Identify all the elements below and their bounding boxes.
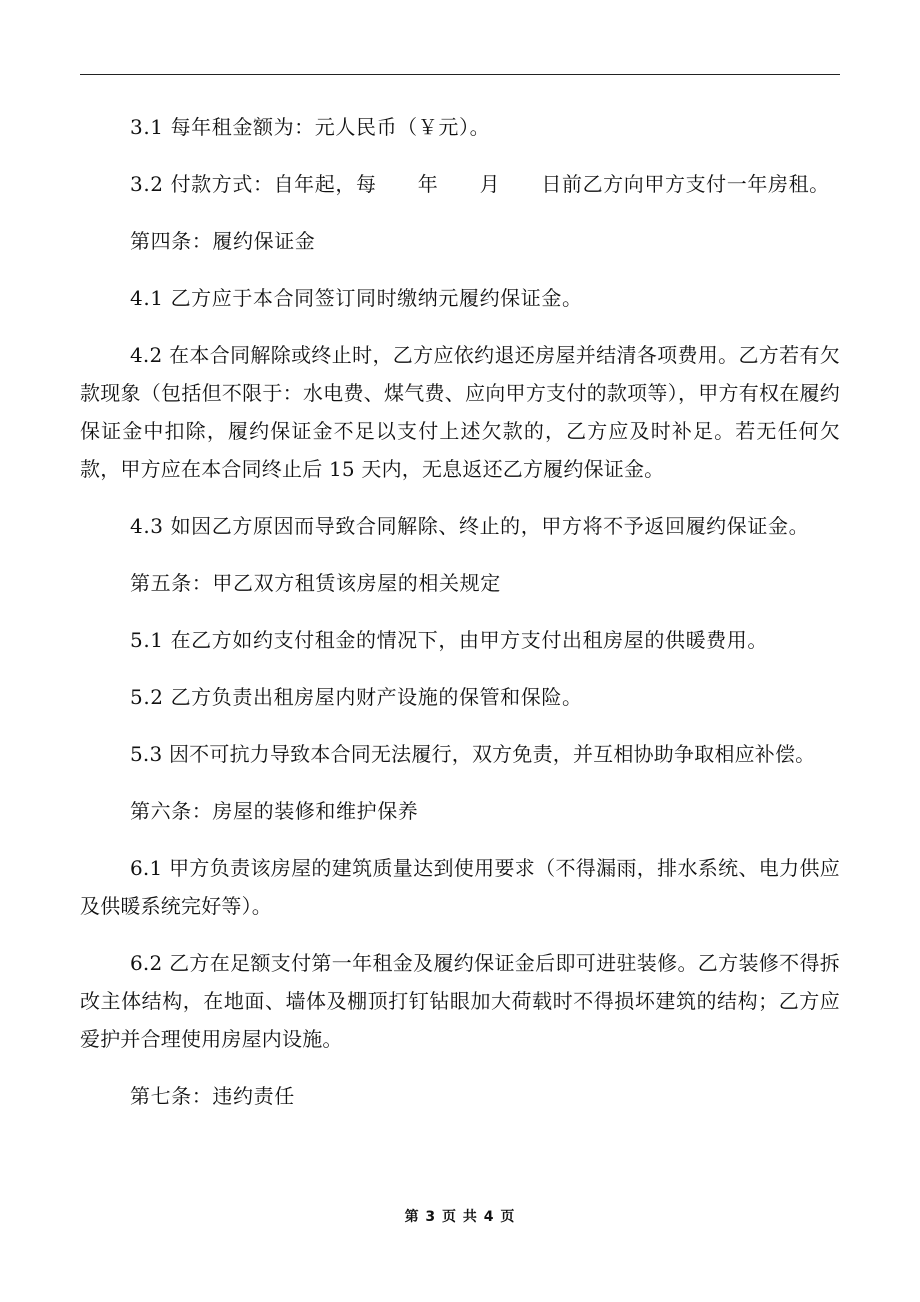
clause-3-1: 3.1 每年租金额为：元人民币（￥元）。 [130,115,491,139]
document-body [80,108,840,1134]
clause-5-3: 5.3 因不可抗力导致本合同无法履行，双方免责，并互相协助争取相应补偿。 [130,742,816,766]
clause-3-2: 3.2 付款方式：自年起，每 年 月 日前乙方向甲方支付一年房租。 [130,172,830,196]
page-number: 第 3 页 共 4 页 [404,1209,516,1225]
clause-4-2: 4.2 在本合同解除或终止时，乙方应依约退还房屋并结清各项费用。乙方若有欠款现象（包括但不限于：水电费、煤气费、应向甲方支付的款项等），甲方有权在履约保证金中扣除，履约保证金不足以支付上述欠款的，乙方应及时补足。若无任何欠款，甲方应在本合同终止后 15 天内，无息返还乙方履约保证金。 [80,343,840,481]
section-heading-6: 第六条：房屋的装修和维护保养 [130,799,419,823]
clause-5-2: 5.2 乙方负责出租房屋内财产设施的保管和保险。 [130,685,583,709]
section-heading-4: 第四条：履约保证金 [130,229,316,253]
clause-6-1: 6.1 甲方负责该房屋的建筑质量达到使用要求（不得漏雨，排水系统、电力供应及供暖系统完好等）。 [80,856,840,918]
clause-5-1: 5.1 在乙方如约支付租金的情况下，由甲方支付出租房屋的供暖费用。 [130,628,768,652]
clause-4-1: 4.1 乙方应于本合同签订同时缴纳元履约保证金。 [130,286,583,310]
section-heading-5: 第五条：甲乙双方租赁该房屋的相关规定 [130,571,501,595]
header-rule [80,74,840,75]
clause-4-3: 4.3 如因乙方原因而导致合同解除、终止的，甲方将不予返回履约保证金。 [130,514,810,538]
clause-6-2: 6.2 乙方在足额支付第一年租金及履约保证金后即可进驻装修。乙方装修不得拆改主体结构，在地面、墙体及棚顶打钉钻眼加大荷载时不得损坏建筑的结构；乙方应爱护并合理使用房屋内设施。 [80,951,840,1051]
section-heading-7: 第七条：违约责任 [130,1084,295,1108]
